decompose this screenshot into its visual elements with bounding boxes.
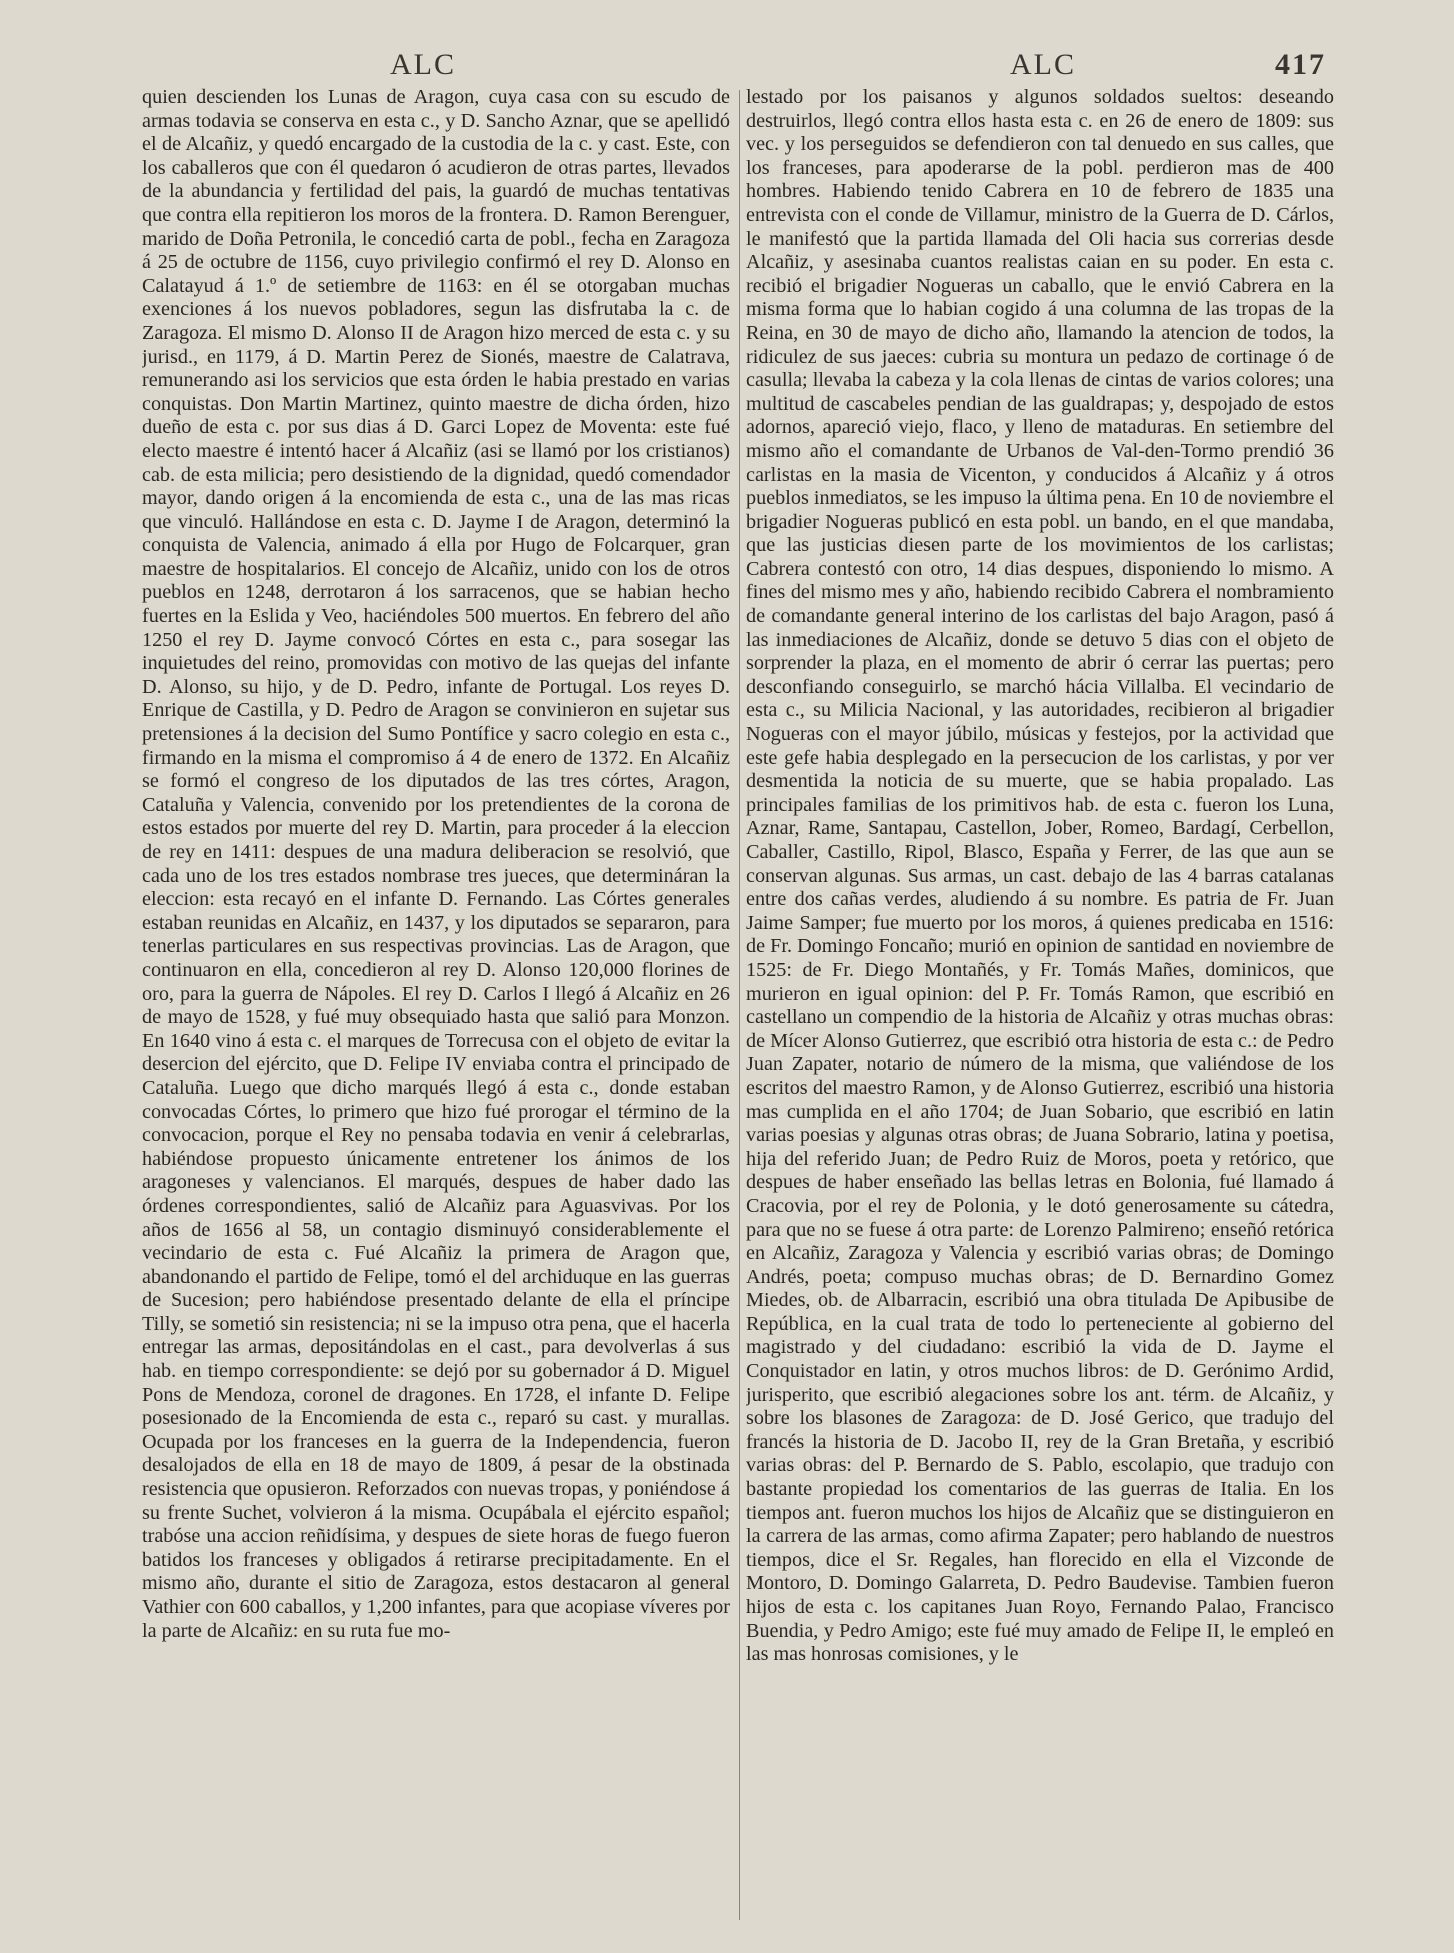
running-header-left: ALC — [390, 48, 456, 81]
text-column-right — [746, 86, 1334, 1926]
column-left-text: quien descienden los Lunas de Aragon, cuya casa con su escudo de armas todavia se conserva en esta c., y D. Sancho Aznar, que se apellidó el de Alcañiz, y quedó encargado de la custodia de la c. y cast. Este, con los caballeros que con él quedaron ó acudieron de otras partes, llevados de la abundancia y fertilidad del pais, la guardó de muchas tentativas que contra ella repitieron los moros de la frontera. D. Ramon Berenguer, marido de Doña Petronila, le concedió carta de pobl., fecha en Zaragoza á 25 de octubre de 1156, cuyo privilegio confirmó el rey D. Alonso en Calatayud á 1.º de setiembre de 1163: en él se otorgaban muchas exenciones á los nuevos pobladores, segun las disfrutaba la c. de Zaragoza. El mismo D. Alonso II de Aragon hizo merced de esta c. y su jurisd., en 1179, á D. Martin Perez de Sionés, maestre de Calatrava, remunerando asi los servicios que esta órden le habia prestado en varias conquistas. Don Martin Martinez, quinto maestre de dicha órden, hizo dueño de esta c. por sus dias á D. Garci Lopez de Moventa: este fué electo maestre é intentó hacer á Alcañiz (asi se llamó por los cristianos) cab. de esta milicia; pero desistiendo de la dignidad, quedó comendador mayor, dando origen á la encomienda de esta c., una de las mas ricas que vinculó. Hallándose en esta c. D. Jayme I de Aragon, determinó la conquista de Valencia, animado á ella por Hugo de Folcarquer, gran maestre de hospitalarios. El concejo de Alcañiz, unido con los de otros pueblos en 1248, derrotaron á los sarracenos, que se habian hecho fuertes en la Eslida y Veo, haciéndoles 500 muertos. En febrero del año 1250 el rey D. Jayme convocó Córtes en esta c., para sosegar las inquietudes del reino, promovidas con motivo de las quejas del infante D. Alonso, su hijo, y de D. Pedro, infante de Portugal. Los reyes D. Enrique de Castilla, y D. Pedro de Aragon se convinieron en sujetar sus pretensiones á la decision del Sumo Pontífice y sacro colegio en esta c., firmando en la misma el compromiso á 4 de enero de 1372. En Alcañiz se formó el congreso de los diputados de las tres córtes, Aragon, Cataluña y Valencia, convenido por los pretendientes de la corona de estos estados por muerte del rey D. Martin, para proceder á la eleccion de rey en 1411: despues de una madura deliberacion se resolvió, que cada uno de los tres estados nombrase tres jueces, que determináran la eleccion: esta recayó en el infante D. Fernando. Las Córtes generales estaban reunidas en Alcañiz, en 1437, y los diputados se separaron, para tenerlas particulares en sus respectivas provincias. Las de Aragon, que continuaron en ella, concedieron al rey D. Alonso 120,000 florines de oro, para la guerra de Nápoles. El rey D. Carlos I llegó á Alcañiz en 26 de mayo de 1528, y fué muy obsequiado hasta que salió para Monzon. En 1640 vino á esta c. el marques de Torrecusa con el objeto de evitar la desercion del ejército, que D. Felipe IV enviaba contra el principado de Cataluña. Luego que dicho marqués llegó á esta c., donde estaban convocadas Córtes, lo primero que hizo fué prorogar el término de la convocacion, porque el Rey no pensaba todavia en venir á celebrarlas, habiéndose propuesto únicamente entretener los ánimos de los aragoneses y valencianos. El marqués, despues de haber dado las órdenes correspondientes, salió de Alcañiz para Aguasvivas. Por los años de 1656 al 58, un contagio disminuyó considerablemente el vecindario de esta c. Fué Alcañiz la primera de Aragon que, abandonando el partido de Felipe, tomó el del archiduque en las guerras de Sucesion; pero habiéndose presentado delante de ella el príncipe Tilly, se sometió sin resistencia; ni se la impuso otra pena, que el hacerla entregar las armas, depositándolas en el cast., para devolverlas á sus hab. en tiempo correspondiente: se dejó por su gobernador á D. Miguel Pons de Mendoza, coronel de dragones. En 1728, el infante D. Felipe posesionado de la Encomienda de esta c., reparó su cast. y murallas. Ocupada por los franceses en la guerra de la Independencia, fueron desalojados de ella en 18 de mayo de 1809, á pesar de la obstinada resistencia que opusieron. Reforzados con nuevas tropas, y poniéndose á su frente Suchet, volvieron á la misma. Ocupábala el ejército español; trabóse una accion reñidísima, y despues de siete horas de fuego fueron batidos los franceses y obligados á retirarse precipitadamente. En el mismo año, durante el sitio de Zaragoza, estos destacaron al general Vathier con 600 caballos, y 1,200 infantes, para que acopiase víveres por la parte de Alcañiz: en su ruta fue mo- — [142, 86, 730, 1642]
column-divider — [739, 90, 740, 1920]
column-right-text: lestado por los paisanos y algunos soldados sueltos: deseando destruirlos, llegó contra ellos hasta esta c. en 26 de enero de 1809: sus vec. y los perseguidos se defendieron con tal denuedo en sus calles, que los franceses, para apoderarse de la pobl. perdieron mas de 400 hombres. Habiendo tenido Cabrera en 10 de febrero de 1835 una entrevista con el conde de Villamur, ministro de la Guerra de D. Cárlos, le manifestó que la partida llamada del Oli hacia sus correrias desde Alcañiz, y asesinaba cuantos realistas caian en su poder. En esta c. recibió el brigadier Nogueras un caballo, que le envió Cabrera en la misma forma que lo habian cogido á una columna de las tropas de la Reina, en 30 de mayo de dicho año, llamando la atencion de todos, la ridiculez de sus jaeces: cubria su montura un pedazo de cortinage ó de casulla; llevaba la cabeza y la cola llenas de cintas de varios colores; una multitud de cascabeles pendian de las gualdrapas; y, despojado de estos adornos, apareció viejo, flaco, y lleno de mataduras. En setiembre del mismo año el comandante de Urbanos de Val-den-Tormo prendió 36 carlistas en la masia de Vicenton, y conducidos á Alcañiz y á otros pueblos inmediatos, se les impuso la última pena. En 10 de noviembre el brigadier Nogueras publicó en esta pobl. un bando, en el que mandaba, que las justicias diesen parte de los movimientos de los carlistas; Cabrera contestó con otro, 14 dias despues, disponiendo lo mismo. A fines del mismo mes y año, habiendo recibido Cabrera el nombramiento de comandante general interino de los carlistas del bajo Aragon, pasó á las inmediaciones de Alcañiz, donde se detuvo 5 dias con el objeto de sorprender la plaza, en el momento de abrir ó cerrar las puertas; pero desconfiando conseguirlo, se marchó hácia Villalba. El vecindario de esta c., su Milicia Nacional, y las autoridades, recibieron al brigadier Nogueras con el mayor júbilo, músicas y festejos, por la actividad que este gefe habia desplegado en la persecucion de los carlistas, y por ver desmentida la noticia de su muerte, que se habia propalado. Las principales familias de los primitivos hab. de esta c. fueron los Luna, Aznar, Rame, Santapau, Castellon, Jober, Romeo, Bardagí, Cerbellon, Caballer, Castillo, Ripol, Blasco, España y Ferrer, de las que aun se conservan algunas. Sus armas, un cast. debajo de las 4 barras catalanas entre dos cañas verdes, aludiendo á su nombre. Es patria de Fr. Juan Jaime Samper; fue muerto por los moros, á quienes predicaba en 1516: de Fr. Domingo Foncaño; murió en opinion de santidad en noviembre de 1525: de Fr. Diego Montañés, y Fr. Tomás Mañes, dominicos, que murieron en igual opinion: del P. Fr. Tomás Ramon, que escribió en castellano un compendio de la historia de Alcañiz y otras muchas obras: de Mícer Alonso Gutierrez, que escribió otra historia de esta c.: de Pedro Juan Zapater, notario de número de la misma, que valiéndose de los escritos del maestro Ramon, y de Alonso Gutierrez, escribió una historia mas cumplida en el año 1704; de Juan Sobario, que escribió en latin varias poesias y algunas otras obras; de Juana Sobrario, latina y poetisa, hija del referido Juan; de Pedro Ruiz de Moros, poeta y retórico, que despues de haber enseñado las bellas letras en Bolonia, fué llamado á Cracovia, por el rey de Polonia, y le dotó generosamente su cátedra, para que no se fuese á otra parte: de Lorenzo Palmireno; enseñó retórica en Alcañiz, Zaragoza y Valencia y escribió varias obras; de Domingo Andrés, poeta; compuso muchas obras; de D. Bernardino Gomez Miedes, ob. de Albarracin, escribió una obra titulada De Apibusibe de República, en la cual trata de todo lo perteneciente al gobierno del magistrado y del ciudadano: escribió la vida de D. Jayme el Conquistador en latin, y otros muchos libros: de D. Gerónimo Ardid, jurisperito, que escribió alegaciones sobre los ant. térm. de Alcañiz, y sobre los blasones de Zaragoza: de D. José Gerico, que tradujo del francés la historia de D. Jacobo II, rey de la Gran Bretaña, y escribió varias obras: del P. Bernardo de S. Pablo, escolapio, que tradujo con bastante propiedad los comentarios de las guerras de Italia. En los tiempos ant. fueron muchos los hijos de Alcañiz que se distinguieron en la carrera de las armas, como afirma Zapater; pero hablando de nuestros tiempos, dice el Sr. Regales, han florecido en ella el Vizconde de Montoro, D. Domingo Galarreta, D. Pedro Baudevise. Tambien fueron hijos de esta c. los capitanes Juan Royo, Fernando Palao, Francisco Buendia, y Pedro Amigo; este fué muy amado de Felipe II, le empleó en las mas honrosas comisiones, y le — [746, 86, 1334, 1666]
running-header-center: ALC — [1010, 48, 1076, 81]
text-column-left — [142, 86, 730, 1926]
page-number: 417 — [1275, 48, 1326, 81]
